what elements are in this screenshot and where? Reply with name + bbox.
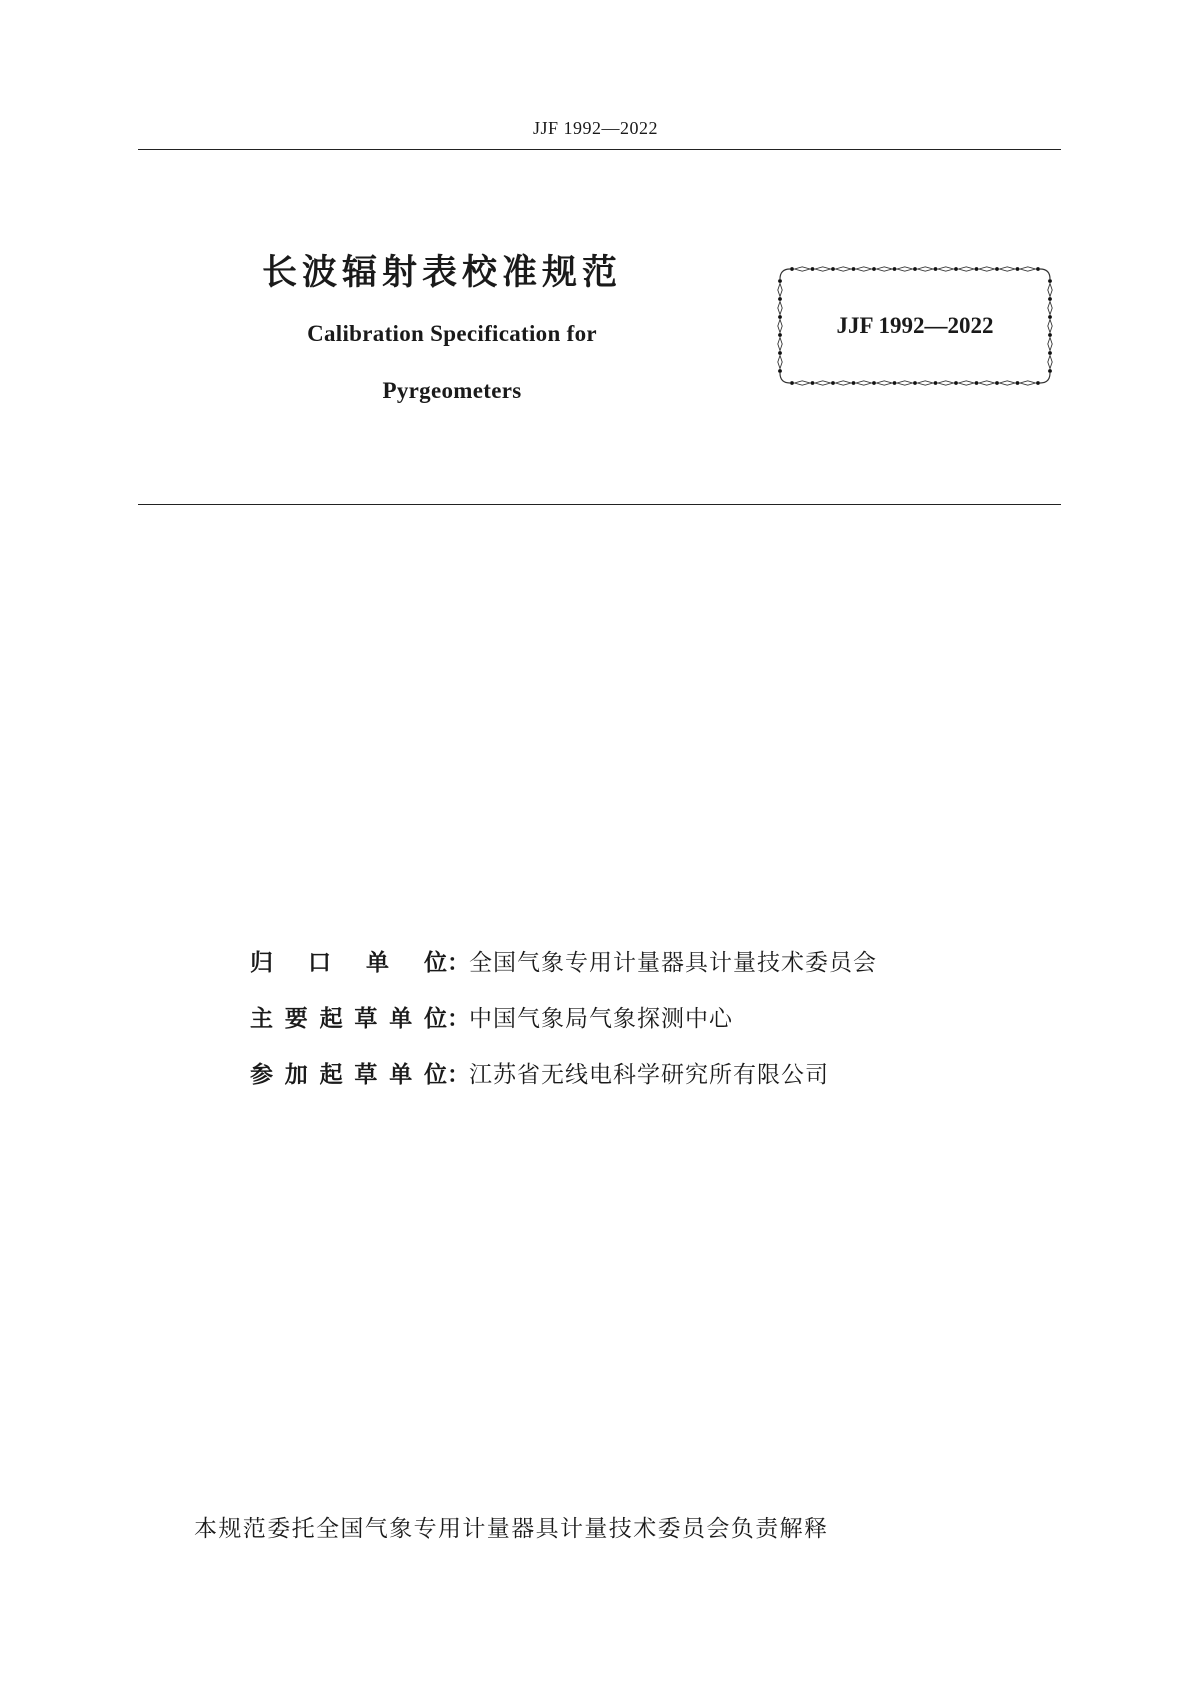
- frame-dot: [1036, 267, 1040, 271]
- frame-diamond: [815, 381, 831, 385]
- frame-dot: [1036, 381, 1040, 385]
- responsible-unit-row: [250, 944, 877, 977]
- frame-corner: [1040, 373, 1050, 383]
- document-title-english-line1: Calibration Specification for: [307, 321, 597, 346]
- frame-diamond: [1020, 381, 1036, 385]
- frame-diamond: [1048, 284, 1052, 297]
- standard-code-box: [776, 263, 1054, 389]
- participating-drafting-unit-label: 参加起草单位: [250, 1062, 447, 1088]
- running-header-code: JJF 1992—2022: [532, 118, 659, 138]
- frame-dot: [778, 369, 782, 373]
- frame-diamond: [959, 267, 975, 271]
- document-title-english-line2: Pyrgeometers: [382, 378, 522, 403]
- frame-corner: [780, 373, 790, 383]
- frame-diamond: [856, 267, 872, 271]
- frame-diamond: [836, 267, 852, 271]
- frame-diamond: [1000, 267, 1016, 271]
- frame-diamond: [897, 267, 913, 271]
- frame-corner: [1040, 269, 1050, 279]
- frame-diamond: [979, 267, 995, 271]
- main-drafting-unit-colon: ：: [447, 1006, 470, 1032]
- frame-diamond: [938, 381, 954, 385]
- main-drafting-unit-row: [250, 1000, 733, 1033]
- document-title-chinese: 长波辐射表校准规范: [262, 253, 623, 293]
- frame-diamond: [959, 381, 975, 385]
- frame-diamond: [979, 381, 995, 385]
- participating-drafting-unit-row: [250, 1056, 829, 1089]
- main-drafting-unit-label: 主要起草单位: [250, 1006, 447, 1032]
- title-bottom-rule: [138, 504, 1061, 505]
- frame-diamond: [877, 267, 893, 271]
- frame-diamond: [918, 381, 934, 385]
- frame-diamond: [938, 267, 954, 271]
- frame-diamond: [1000, 381, 1016, 385]
- frame-diamond: [897, 381, 913, 385]
- frame-diamond: [1048, 338, 1052, 351]
- frame-diamond: [795, 381, 811, 385]
- main-drafting-unit-value: 中国气象局气象探测中心: [469, 1006, 733, 1032]
- standard-code-text: JJF 1992—2022: [836, 313, 994, 338]
- responsible-unit-value: 全国气象专用计量器具计量技术委员会: [469, 950, 877, 976]
- header-rule: [138, 149, 1061, 150]
- frame-diamond: [778, 356, 782, 369]
- frame-diamond: [918, 267, 934, 271]
- frame-diamond: [815, 267, 831, 271]
- frame-diamond: [778, 338, 782, 351]
- frame-diamond: [856, 381, 872, 385]
- frame-diamond: [795, 267, 811, 271]
- frame-diamond: [877, 381, 893, 385]
- frame-diamond: [1048, 356, 1052, 369]
- frame-diamond: [1020, 267, 1036, 271]
- participating-drafting-unit-value: 江苏省无线电科学研究所有限公司: [469, 1062, 829, 1088]
- participating-drafting-unit-colon: ：: [447, 1062, 470, 1088]
- frame-diamond: [836, 381, 852, 385]
- interpretation-note: 本规范委托全国气象专用计量器具计量技术委员会负责解释: [194, 1516, 829, 1542]
- frame-diamond: [778, 284, 782, 297]
- frame-dot: [1048, 369, 1052, 373]
- frame-corner: [780, 269, 790, 279]
- responsible-unit-label: 归口单位: [250, 950, 447, 976]
- responsible-unit-colon: ：: [447, 950, 470, 976]
